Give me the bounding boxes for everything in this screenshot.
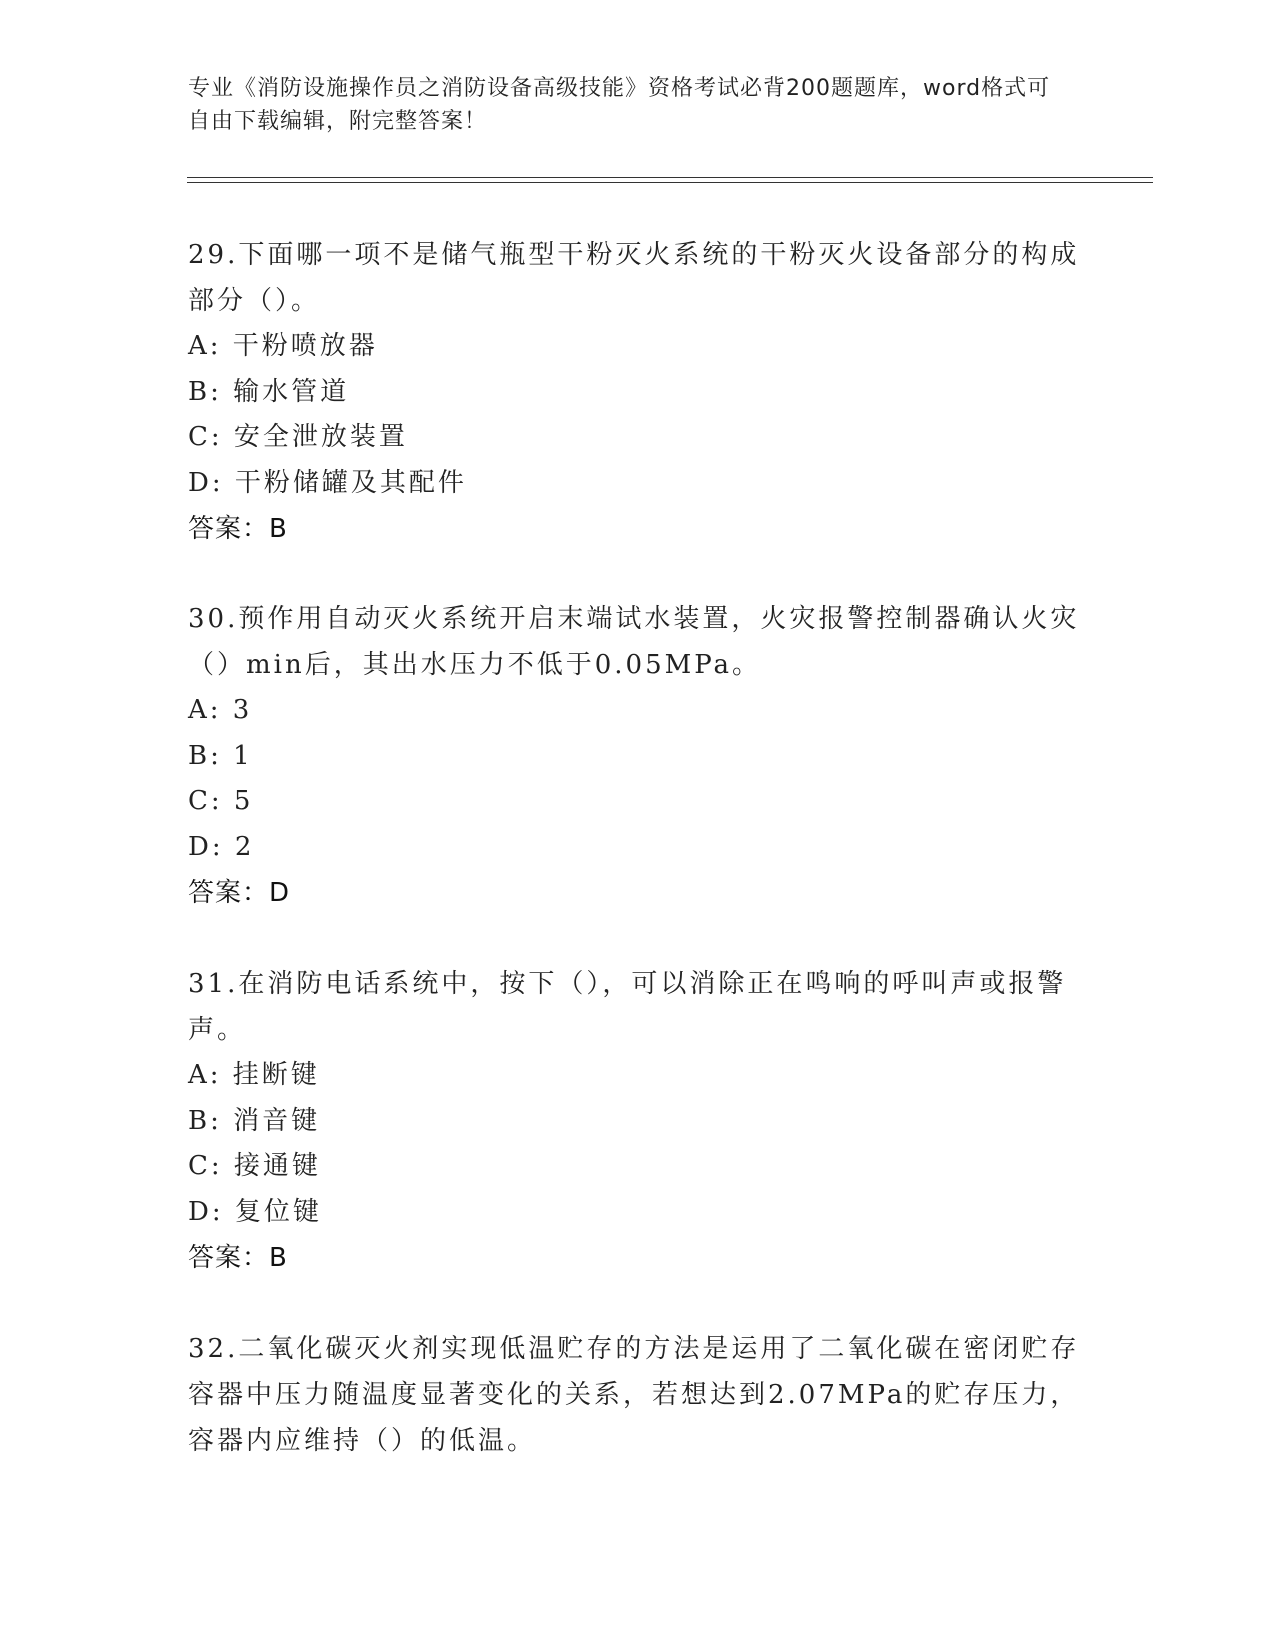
header-divider-bottom (187, 182, 1153, 183)
option-b: B: 消音键 (188, 1105, 321, 1136)
question-31 (188, 961, 1088, 1281)
answer: 答案：B (188, 514, 288, 544)
document-header: 专业《消防设施操作员之消防设备高级技能》资格考试必背200题题库，word格式可自由下载编辑，附完整答案！ (188, 76, 1051, 134)
option-a: A: 挂断键 (188, 1060, 320, 1090)
question-32 (188, 1326, 1088, 1464)
option-c: C: 5 (188, 786, 254, 816)
option-a: A: 干粉喷放器 (188, 331, 378, 361)
answer: 答案：D (188, 878, 291, 908)
option-b: B: 输水管道 (188, 376, 350, 407)
option-b: B: 1 (188, 740, 253, 771)
option-d: D: 2 (188, 831, 255, 862)
header-divider-top (187, 177, 1153, 178)
question-stem: 32.二氧化碳灭火剂实现低温贮存的方法是运用了二氧化碳在密闭贮存容器中压力随温度显著变化的关系，若想达到2.07MPa的贮存压力，容器内应维持（）的低温。 (188, 1334, 1080, 1456)
question-29 (188, 232, 1088, 552)
option-d: D: 复位键 (188, 1196, 322, 1227)
question-stem: 29.下面哪一项不是储气瓶型干粉灭火系统的干粉灭火设备部分的构成部分（）。 (188, 240, 1080, 316)
option-c: C: 安全泄放装置 (188, 422, 408, 452)
question-stem: 30.预作用自动灭火系统开启末端试水装置，火灾报警控制器确认火灾（）min后，其出水压力不低于0.05MPa。 (188, 604, 1080, 680)
question-stem: 31.在消防电话系统中，按下（），可以消除正在鸣响的呼叫声或报警声。 (188, 969, 1067, 1045)
option-a: A: 3 (188, 695, 253, 725)
question-30 (188, 596, 1088, 916)
option-d: D: 干粉储罐及其配件 (188, 467, 467, 498)
answer: 答案：B (188, 1243, 288, 1273)
option-c: C: 接通键 (188, 1151, 321, 1181)
